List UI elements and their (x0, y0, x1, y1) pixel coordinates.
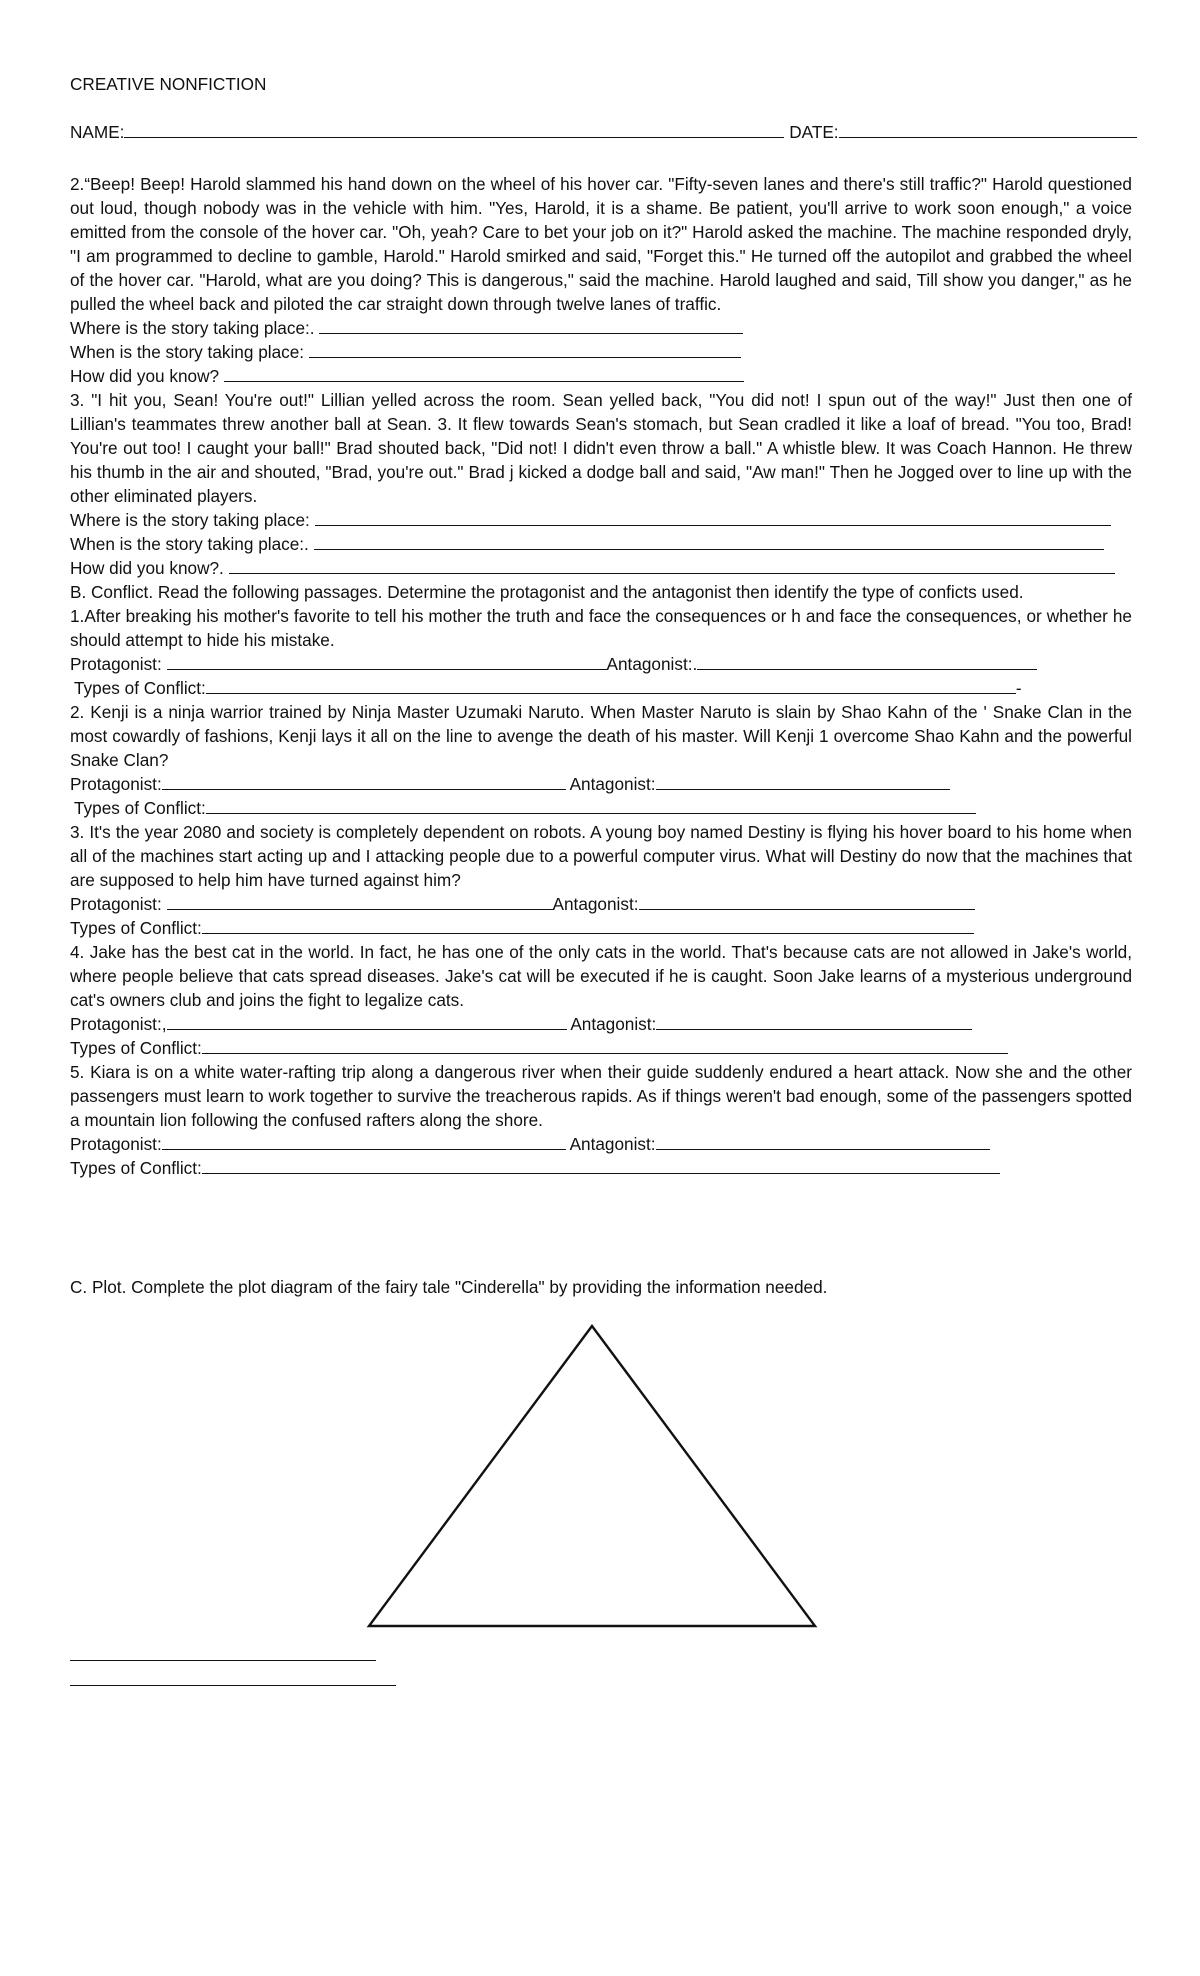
conflict-passage-2: 2. Kenji is a ninja warrior trained by Ninja Master Uzumaki Naruto. When Master Naruto is slain by Shao Kahn of the ' Snake Clan in the most cowardly of fashions, Kenji lays it all on the line to avenge the death of his master. Will Kenji 1 overcome Shao Kahn and the powerful Snake Clan? (70, 702, 1132, 770)
conflict-passage-5: 5. Kiara is on a white water-rafting trip along a dangerous river when their guide suddenly endured a heart attack. Now she and the other passengers must learn to work together to survive the treacherous rapids. As if things weren't bad enough, some of the passengers spotted a mountain lion following the confused rafters along the shore. (70, 1062, 1132, 1130)
protagonist-antagonist-row-4: Protagonist:, Antagonist: (70, 1012, 1132, 1036)
conflict-passage-4: 4. Jake has the best cat in the world. In fact, he has one of the only cats in the world. That's because cats are not allowed in Jake's world, where people believe that cats spread diseases. Jake's cat will be executed if he is caught. Soon Jake learns of a mysterious underground cat's owners club and joins the fight to legalize cats. (70, 942, 1132, 1010)
types-row-3: Types of Conflict: (70, 916, 1132, 940)
types-field-3[interactable] (202, 916, 974, 934)
question-where-1: Where is the story taking place:. (70, 316, 1132, 340)
passage-3: 3. "I hit you, Sean! You're out!" Lillian yelled across the room. Sean yelled back, "You did not! I spun out of the way!" Just then one of Lillian's teammates threw another ball at Sean. 3. It flew towards Sean's stomach, but Sean cradled it like a loaf of bread. "You too, Brad! You're out too! I caught your ball!" Brad shouted back, "Did not! I didn't even throw a ball." A whistle blew. It was Coach Hannon. He threw his thumb in the air and shouted, "Brad, you're out." Brad j kicked a dodge ball and said, "Aw man!" Then he Jogged over to line up with the other eliminated players. (70, 390, 1132, 506)
types-field-1[interactable] (206, 676, 1016, 694)
conflict-passage-3: 3. It's the year 2080 and society is completely dependent on robots. A young boy named Destiny is flying his hover board to his home when all of the machines start acting up and I attacking people due to a powerful computer virus. What will Destiny do now that the machines that are supposed to help him have turned against him? (70, 822, 1132, 890)
answer-where-2[interactable] (315, 508, 1111, 526)
name-field[interactable] (124, 120, 784, 138)
types-field-2[interactable] (206, 796, 976, 814)
protagonist-field-3[interactable] (167, 892, 553, 910)
worksheet-page (70, 72, 1132, 1180)
name-date-row (70, 120, 1132, 144)
answer-when-1[interactable] (309, 340, 741, 358)
question-how-2: How did you know?. (70, 556, 1132, 580)
question-how-1: How did you know? (70, 364, 1132, 388)
types-row-1: Types of Conflict: - (74, 678, 1022, 698)
question-where-2: Where is the story taking place: (70, 508, 1132, 532)
plot-answer-line-2[interactable] (70, 1685, 396, 1686)
question-when-2: When is the story taking place:. (70, 532, 1132, 556)
worksheet-title: CREATIVE NONFICTION (70, 74, 267, 94)
question-when-1: When is the story taking place: (70, 340, 1132, 364)
antagonist-field-2[interactable] (656, 772, 950, 790)
plot-diagram-triangle (366, 1323, 818, 1629)
conflict-heading: B. Conflict. Read the following passages. Determine the protagonist and the antagonist then identify the type of conficts used. (70, 582, 1024, 602)
protagonist-antagonist-row-1: Protagonist: Antagonist:. (70, 652, 1132, 676)
date-label: DATE: (789, 122, 839, 142)
protagonist-field-1[interactable] (167, 652, 607, 670)
types-field-5[interactable] (202, 1156, 1000, 1174)
date-field[interactable] (839, 120, 1137, 138)
types-field-4[interactable] (202, 1036, 1008, 1054)
plot-heading: C. Plot. Complete the plot diagram of the fairy tale "Cinderella" by providing the information needed. (70, 1277, 828, 1297)
answer-how-2[interactable] (229, 556, 1115, 574)
types-row-5: Types of Conflict: (70, 1156, 1132, 1180)
answer-where-1[interactable] (319, 316, 743, 334)
antagonist-field-5[interactable] (656, 1132, 990, 1150)
passage-2: 2.“Beep! Beep! Harold slammed his hand down on the wheel of his hover car. "Fifty-seven lanes and there's still traffic?" Harold questioned out loud, though nobody was in the vehicle with him. "Yes, Harold, it is a shame. Be patient, you'll arrive to work soon enough," a voice emitted from the console of the hover car. "Oh, yeah? Care to bet your job on it?" Harold asked the machine. The machine responded dryly, "I am programmed to decline to gamble, Harold." Harold smirked and said, "Forget this." He turned off the autopilot and grabbed the wheel of the hover car. "Harold, what are you doing? This is dangerous," said the machine. Harold laughed and said, Till show you danger," as he pulled the wheel back and piloted the car straight down through twelve lanes of traffic. (70, 174, 1132, 314)
name-label: NAME: (70, 122, 125, 142)
answer-when-2[interactable] (314, 532, 1104, 550)
protagonist-field-2[interactable] (162, 772, 566, 790)
antagonist-field-1[interactable] (697, 652, 1037, 670)
antagonist-field-4[interactable] (656, 1012, 972, 1030)
plot-answer-line-1[interactable] (70, 1660, 376, 1661)
protagonist-field-5[interactable] (162, 1132, 566, 1150)
protagonist-field-4[interactable] (167, 1012, 567, 1030)
protagonist-antagonist-row-5: Protagonist: Antagonist: (70, 1132, 1132, 1156)
conflict-passage-1: 1.After breaking his mother's favorite to tell his mother the truth and face the consequences or h and face the consequences, or whether he should attempt to hide his mistake. (70, 606, 1132, 650)
antagonist-field-3[interactable] (639, 892, 975, 910)
triangle-outline (369, 1326, 815, 1626)
types-row-4: Types of Conflict: (70, 1036, 1132, 1060)
answer-how-1[interactable] (224, 364, 744, 382)
types-row-2: Types of Conflict: (70, 796, 1132, 820)
protagonist-antagonist-row-2: Protagonist: Antagonist: (70, 772, 1132, 796)
protagonist-antagonist-row-3: Protagonist: Antagonist: (70, 892, 1132, 916)
